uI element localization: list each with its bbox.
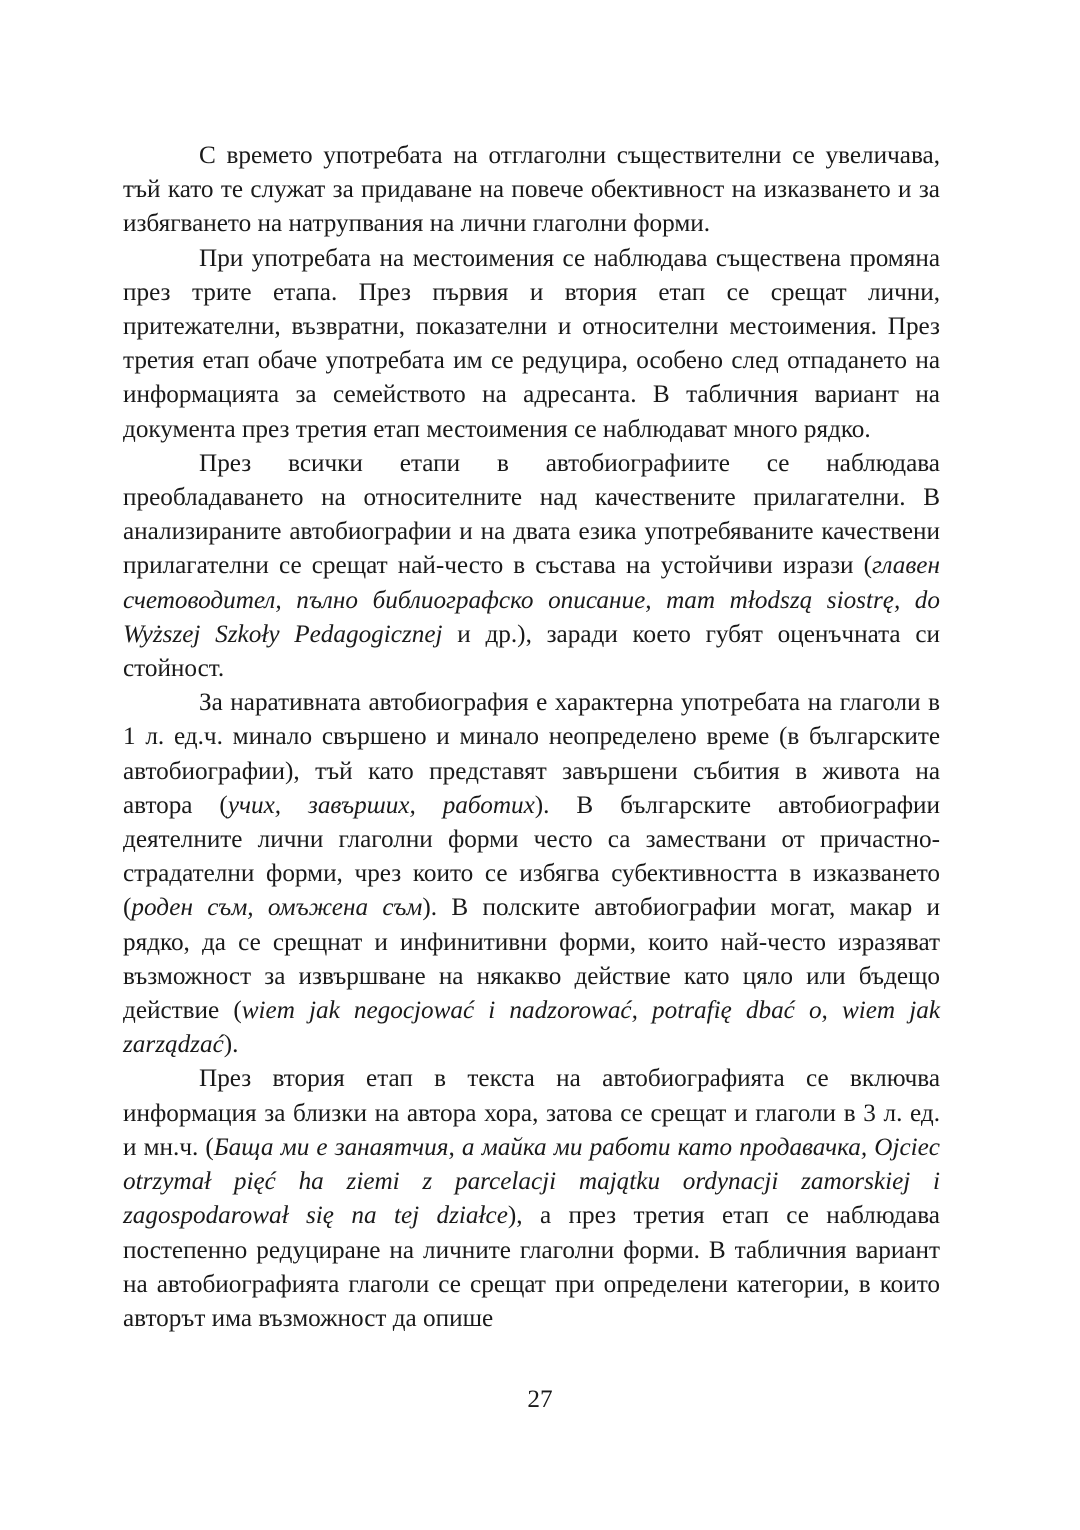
italic-example-text: главен счетоводител, пълно библиографско описание, mam młodszą siostrę, do Wyższej Szkoły Pedagogicznej: [123, 552, 940, 648]
text-segment: С времето употребата на отглаголни съществителни се увеличава, тъй като те служат за придаване на повече обективност на изказването и за избягването на натрупвания на лични глаголни форми.: [123, 142, 940, 238]
text-segment: ), а през третия етап се наблюдава постепенно редуциране на личните глаголни форми. В табличния вариант на автобиографията глаголи се срещат при определени категории, в които авторът има възможност да опише: [123, 1202, 940, 1332]
italic-example-text: Баща ми е занаятчия, а майка ми работи като продавачка, Ojciec otrzymał pięć ha ziemi z parcelacji majątku ordynacji zamorskiej i zagospodarował się na tej działce: [123, 1133, 940, 1230]
italic-example-text: роден съм, омъжена съм: [131, 894, 423, 922]
italic-example-text: wiem jak negocjować i nadzorować, potrafię dbać o, wiem jak zarządzać: [123, 997, 940, 1059]
text-segment: и др.), заради което губят оценъчната си стойност.: [123, 620, 940, 683]
text-segment: ). В полските автобиографии могат, макар и рядко, да се срещнат и инфинитивни форми, които най-често изразяват възможност за извършване на някакво действие като цяло или бъдещо действие (: [123, 894, 941, 1025]
paragraph-3: [123, 447, 940, 686]
page-body: [123, 139, 940, 1336]
text-segment: При употребата на местоимения се наблюдава съществена промяна през трите етапа. През първия и втория етап се срещат лични, притежателни, възвратни, показателни и относителни местоимения. През третия етап обаче употребата им се редуцира, особено след отпадането на информацията за семейството на адресанта. В табличния вариант на документа през третия етап местоимения се наблюдават много рядко.: [123, 244, 940, 443]
text-segment: ).: [223, 1031, 239, 1059]
italic-example-text: учих, завърших, работих: [227, 791, 535, 819]
text-segment: ). В българските автобиографии деятелните лични глаголни форми често са замествани от причастно-страдателни форми, чрез които се избягва субективността в изказването (: [123, 791, 941, 922]
paragraph-2: [123, 242, 940, 447]
page-number: 27: [527, 1386, 553, 1413]
text-segment: През всички етапи в автобиографиите се наблюдава преобладаването на относителните над качествените прилагателни. В анализираните автобиографии и на двата езика употребяваните качествени прилагателни се срещат най-често в състава на устойчиви изрази (: [123, 449, 940, 580]
text-segment: За наративната автобиография е характерна употребата на глаголи в 1 л. ед.ч. минало свършено и минало неопределено време (в българските автобиографии), тъй като представят завършени събития в живота на автора (: [123, 689, 940, 819]
paragraph-4: [123, 686, 940, 1062]
text-segment: През втория етап в текста на автобиографията се включва информация за близки на автора хора, затова се срещат и глаголи в 3 л. ед. и мн.ч. (: [123, 1065, 940, 1161]
paragraph-5: [123, 1062, 940, 1336]
paragraph-1: [123, 139, 940, 242]
